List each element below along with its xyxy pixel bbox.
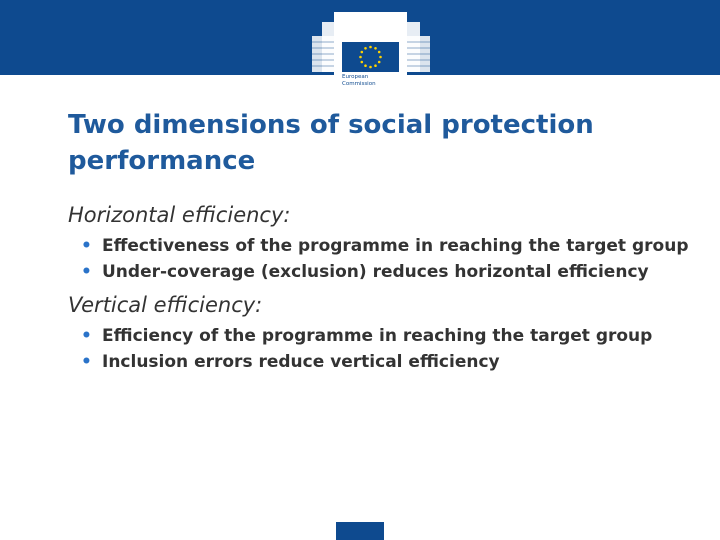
section-heading-vertical: Vertical efficiency:: [68, 293, 263, 317]
logo-line-2: Commission: [342, 81, 376, 87]
bullet-list-vertical: [68, 323, 698, 375]
bullet-dot-icon: •: [81, 262, 92, 282]
footer-accent-bar: [336, 522, 384, 540]
list-item: [81, 259, 698, 285]
bullet-dot-icon: •: [81, 236, 92, 256]
european-commission-logo: [312, 12, 430, 98]
logo-wordmark: [342, 74, 406, 88]
slide-content: [68, 201, 698, 381]
list-item: [81, 349, 698, 375]
bullet-text: Inclusion errors reduce vertical efficiency: [102, 352, 500, 372]
eu-flag-icon: [342, 42, 399, 72]
bullet-dot-icon: •: [81, 326, 92, 346]
list-item: [81, 233, 698, 259]
slide-title: Two dimensions of social protection performance: [68, 110, 594, 176]
list-item: [81, 323, 698, 349]
bullet-text: Effectiveness of the programme in reaching the target group: [102, 236, 689, 256]
bullet-list-horizontal: [68, 233, 698, 285]
bullet-dot-icon: •: [81, 352, 92, 372]
bullet-text: Efficiency of the programme in reaching the target group: [102, 326, 653, 346]
logo-line-1: European: [342, 74, 369, 80]
section-heading-horizontal: Horizontal efficiency:: [68, 203, 291, 227]
bullet-text: Under-coverage (exclusion) reduces horizontal efficiency: [102, 262, 649, 282]
